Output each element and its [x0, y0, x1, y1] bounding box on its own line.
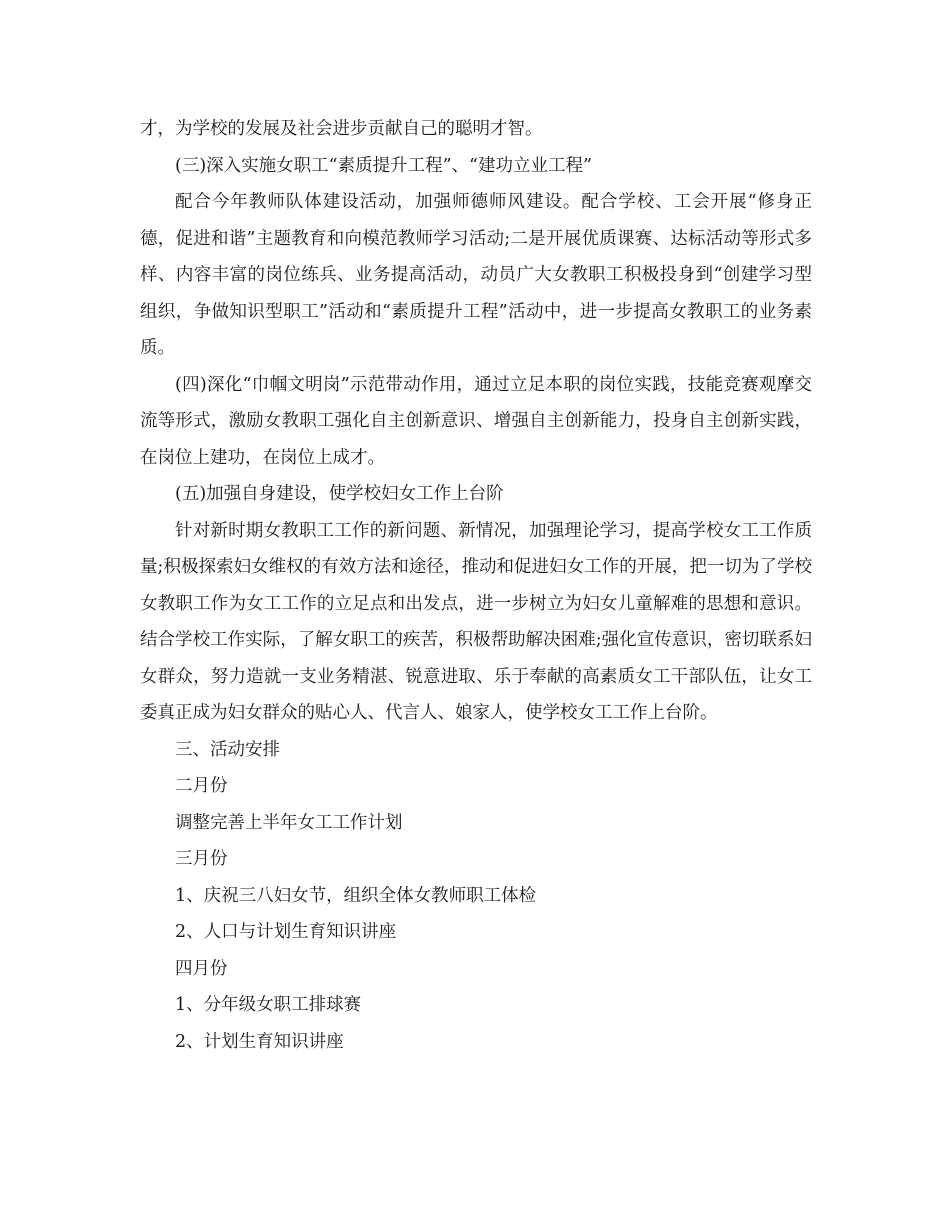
section-heading-3: (三)深入实施女职工“素质提升工程”、“建功立业工程” [175, 155, 592, 176]
month-heading: 三月份 [175, 849, 228, 869]
month-heading: 二月份 [175, 776, 228, 796]
document-body [140, 111, 812, 1060]
list-item: 1、庆祝三八妇女节，组织全体女教师职工体检 [175, 885, 537, 906]
month-heading: 四月份 [175, 958, 228, 979]
paragraph-body: 针对新时期女教职工工作的新问题、新情况，加强理论学习，提高学校女工工作质量;积极探索妇女维权的有效方法和途径，推动和促进妇女工作的开展，把一切为了学校女教职工作为女工工作的立足点和出发点，进一步树立为妇女儿童解难的思想和意识。结合学校工作实际，了解女职工的疾苦，积极帮助解决困难;强化宣传意识，密切联系妇女群众，努力造就一支业务精湛、锐意进取、乐于奉献的高素质女工干部队伍，让女工委真正成为妇女群众的贴心人、代言人、娘家人，使学校女工工作上台阶。 [140, 520, 812, 723]
list-item: 2、人口与计划生育知识讲座 [175, 922, 397, 942]
list-item: 调整完善上半年女工工作计划 [175, 812, 403, 833]
paragraph-body: 配合今年教师队体建设活动，加强师德师风建设。配合学校、工会开展“修身正德，促进和谐”主题教育和向模范教师学习活动;二是开展优质课赛、达标活动等形式多样、内容丰富的岗位练兵、业务提高活动，动员广大女教职工积极投身到“创建学习型组织，争做知识型职工”活动和“素质提升工程”活动中，进一步提高女教职工的业务素质。 [140, 192, 812, 358]
list-item: 1、分年级女职工排球赛 [175, 995, 362, 1015]
section-heading-5: (五)加强自身建设，使学校妇女工作上台阶 [175, 484, 504, 504]
list-item: 2、计划生育知识讲座 [175, 1031, 344, 1052]
section-heading-4: (四)深化“巾帼文明岗”示范带动作用，通过立足本职的岗位实践，技能竞赛观摩交流等形式，激励女教职工强化自主创新意识、增强自主创新能力，投身自主创新实践，在岗位上建功，在岗位上成才。 [140, 374, 812, 468]
section-heading-activities: 三、活动安排 [175, 739, 280, 760]
paragraph-continuation: 才，为学校的发展及社会进步贡献自己的聪明才智。 [140, 119, 543, 139]
